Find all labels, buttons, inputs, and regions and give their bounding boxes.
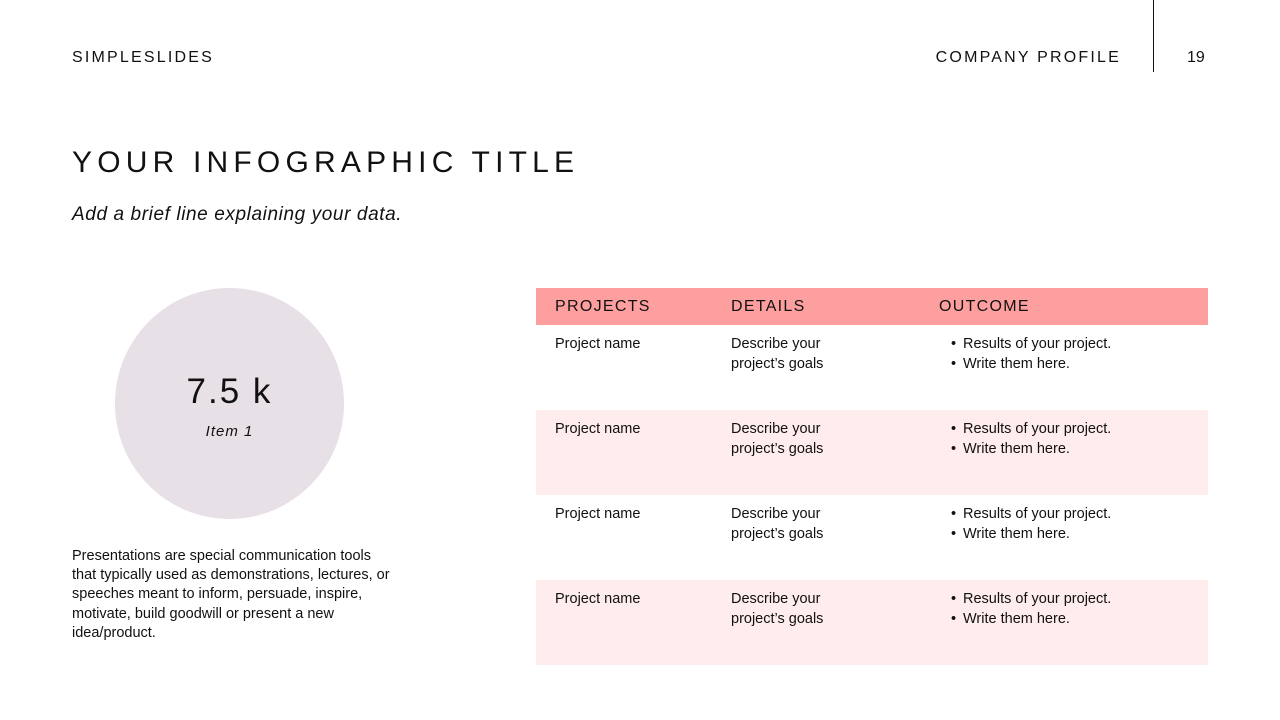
header-divider <box>1153 0 1154 72</box>
table-header-row <box>536 288 1208 325</box>
outcome-item: • Write them here. <box>951 609 1208 629</box>
project-cell: Project name <box>555 421 641 437</box>
projects-table <box>536 288 1208 665</box>
table-row <box>536 325 1208 410</box>
section-label: COMPANY PROFILE <box>935 49 1121 66</box>
metric-circle <box>115 288 344 519</box>
outcome-item: • Write them here. <box>951 354 1208 374</box>
project-cell: Project name <box>555 506 641 522</box>
details-cell: Describe your project’s goals <box>731 421 824 457</box>
outcome-item: • Write them here. <box>951 524 1208 544</box>
outcome-item: • Results of your project. <box>951 589 1208 609</box>
project-cell: Project name <box>555 591 641 607</box>
project-cell: Project name <box>555 336 641 352</box>
metric-value: 7.5 k <box>186 372 273 411</box>
details-cell: Describe your project’s goals <box>731 336 824 372</box>
outcome-item: • Results of your project. <box>951 334 1208 354</box>
details-cell: Describe your project’s goals <box>731 506 824 542</box>
page-number: 19 <box>1187 49 1205 66</box>
outcome-list <box>939 419 1208 459</box>
header-details: DETAILS <box>731 297 806 315</box>
outcome-item: • Write them here. <box>951 439 1208 459</box>
description-text: Presentations are special communication tools that typically used as demonstrations, lectures, or speeches meant to inform, persuade, inspire, motivate, build goodwill or present a new idea/product. <box>72 548 390 641</box>
header-outcome: OUTCOME <box>939 297 1030 315</box>
outcome-item: • Results of your project. <box>951 419 1208 439</box>
table-row <box>536 580 1208 665</box>
header-projects: PROJECTS <box>555 297 651 315</box>
outcome-list <box>939 589 1208 629</box>
table-row <box>536 410 1208 495</box>
details-cell: Describe your project’s goals <box>731 591 824 627</box>
outcome-item: • Results of your project. <box>951 504 1208 524</box>
metric-label: Item 1 <box>205 423 254 440</box>
page-title: YOUR INFOGRAPHIC TITLE <box>72 146 580 179</box>
table-row <box>536 495 1208 580</box>
page-subtitle: Add a brief line explaining your data. <box>72 204 403 225</box>
outcome-list <box>939 504 1208 544</box>
outcome-list <box>939 334 1208 374</box>
brand-name: SIMPLESLIDES <box>72 49 215 66</box>
